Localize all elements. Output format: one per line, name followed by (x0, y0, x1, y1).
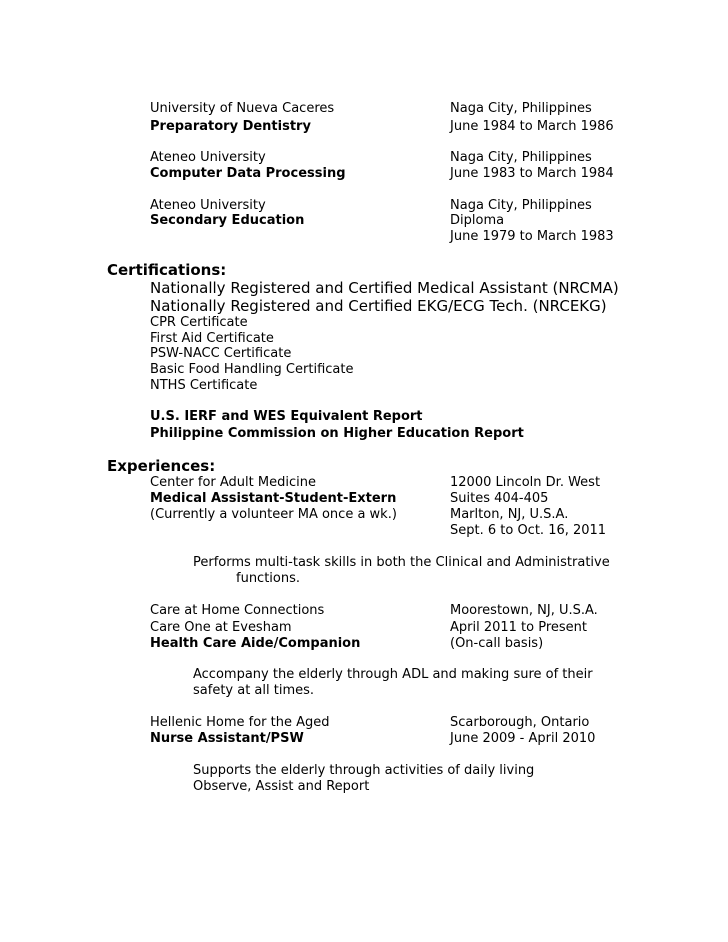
job-dates: June 2009 - April 2010 (450, 731, 596, 746)
education-school: University of Nueva Caceres (150, 101, 335, 116)
certificate-item: NTHS Certificate (150, 378, 258, 393)
job-basis: (On-call basis) (450, 636, 544, 651)
job-employer: Center for Adult Medicine (150, 475, 316, 490)
job-location: Scarborough, Ontario (450, 715, 590, 730)
job-title: Health Care Aide/Companion (150, 636, 361, 651)
job-dates: April 2011 to Present (450, 620, 588, 635)
education-location: Naga City, Philippines (450, 101, 592, 116)
job-note: (Currently a volunteer MA once a wk.) (150, 507, 397, 522)
education-location: Naga City, Philippines (450, 150, 592, 165)
job-location: Moorestown, NJ, U.S.A. (450, 603, 598, 618)
job-dates: Sept. 6 to Oct. 16, 2011 (450, 523, 607, 538)
job-description: Supports the elderly through activities of daily living (193, 763, 535, 778)
experiences-heading: Experiences: (107, 457, 216, 475)
certificate-item: First Aid Certificate (150, 331, 274, 346)
education-dates: June 1984 to March 1986 (450, 119, 614, 134)
job-description: Performs multi-task skills in both the Clinical and Administrative (193, 555, 610, 570)
job-employer: Care One at Evesham (150, 620, 292, 635)
job-employer: Hellenic Home for the Aged (150, 715, 330, 730)
job-address: Marlton, NJ, U.S.A. (450, 507, 569, 522)
report-item: U.S. IERF and WES Equivalent Report (150, 409, 423, 424)
education-school: Ateneo University (150, 198, 266, 213)
certification-item: Nationally Registered and Certified EKG/ECG Tech. (NRCEKG) (150, 297, 607, 315)
job-description: safety at all times. (193, 683, 315, 698)
certification-item: Nationally Registered and Certified Medical Assistant (NRCMA) (150, 279, 619, 297)
certificate-item: CPR Certificate (150, 315, 248, 330)
job-title: Medical Assistant-Student-Extern (150, 491, 397, 506)
job-description: Observe, Assist and Report (193, 779, 370, 794)
certificate-item: PSW-NACC Certificate (150, 346, 292, 361)
education-credential: Diploma (450, 213, 505, 228)
education-program: Secondary Education (150, 213, 305, 228)
job-employer: Care at Home Connections (150, 603, 325, 618)
job-address: Suites 404-405 (450, 491, 549, 506)
certificate-item: Basic Food Handling Certificate (150, 362, 354, 377)
certifications-heading: Certifications: (107, 261, 227, 279)
job-description: functions. (236, 571, 301, 586)
job-address: 12000 Lincoln Dr. West (450, 475, 601, 490)
report-item: Philippine Commission on Higher Education Report (150, 426, 524, 441)
education-dates: June 1983 to March 1984 (450, 166, 614, 181)
job-description: Accompany the elderly through ADL and making sure of their (193, 667, 593, 682)
job-title: Nurse Assistant/PSW (150, 731, 304, 746)
education-program: Preparatory Dentistry (150, 119, 311, 134)
education-school: Ateneo University (150, 150, 266, 165)
education-program: Computer Data Processing (150, 166, 346, 181)
education-location: Naga City, Philippines (450, 198, 592, 213)
education-dates: June 1979 to March 1983 (450, 229, 614, 244)
